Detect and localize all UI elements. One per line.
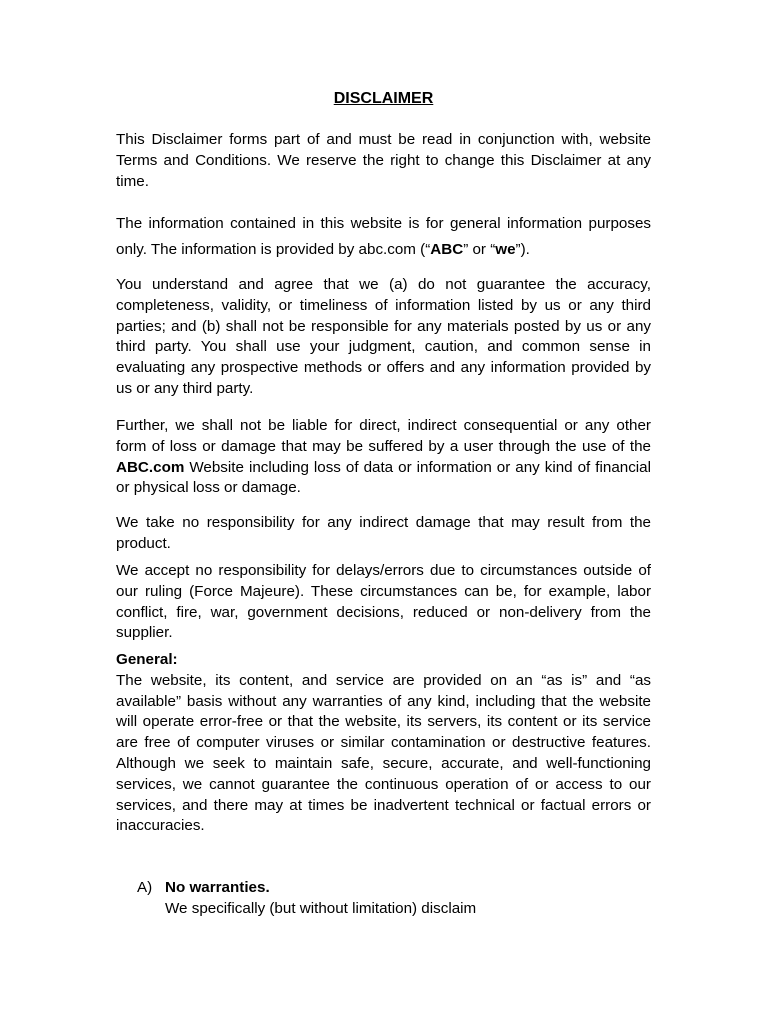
paragraph-force-majeure: We accept no responsibility for delays/errors due to circumstances outside of our ruling (Force Majeure). These circumstances can be, for example, labor conflict, fire, war, government decisions, reduced or non-delivery from the supplier. [116, 562, 651, 642]
list-item-body [165, 878, 651, 920]
list-item-heading: No warranties. [165, 879, 270, 896]
bold-term-we: we [495, 241, 516, 258]
list-marker: A) [137, 879, 153, 896]
paragraph-liability [116, 416, 651, 499]
paragraph-text: ”). [515, 241, 530, 258]
bold-term-abc: ABC [430, 241, 464, 258]
section-general [116, 650, 651, 837]
section-heading-general: General: [116, 651, 178, 668]
paragraph-general-body: The website, its content, and service are provided on an “as is” and “as available” basis without any warranties of any kind, including that the website will operate error-free or that the website, its servers, its content or its service are free of computer viruses or similar contamination or destructive features. Although we seek to maintain safe, secure, accurate, and well-functioning services, we cannot guarantee the continuous operation of or access to our services, and there may at times be inadvertent technical or factual errors or inaccuracies. [116, 671, 651, 835]
paragraph-text: The information contained in this website is for general information purposes only. The information is provided by abc.com (“ [116, 215, 651, 258]
paragraph-terms-conjunction: This Disclaimer forms part of and must be read in conjunction with, website Terms and Conditions. We reserve the right to change this Disclaimer at any time. [116, 131, 651, 190]
paragraph-text: Website including loss of data or information or any kind of financial or physical loss or damage. [116, 458, 651, 497]
paragraph-no-guarantee: You understand and agree that we (a) do not guarantee the accuracy, completeness, validity, or timeliness of information listed by us or any third parties; and (b) shall not be responsible for any materials posted by us or any third party. You shall use your judgment, caution, and common sense in evaluating any prospective methods or offers and any information provided by us or any third party. [116, 276, 651, 397]
paragraph-general-information [116, 211, 651, 263]
document-title: DISCLAIMER [333, 90, 434, 107]
list-item-text: We specifically (but without limitation) disclaim [165, 899, 477, 917]
paragraph-text: ” or “ [463, 241, 496, 258]
paragraph-text: Further, we shall not be liable for direct, indirect consequential or any other form of loss or damage that may be suffered by a user through the use of the [116, 417, 651, 455]
bold-term-abc-com: ABC.com [116, 458, 185, 476]
paragraph-indirect-damage: We take no responsibility for any indirect damage that may result from the product. [116, 514, 651, 552]
